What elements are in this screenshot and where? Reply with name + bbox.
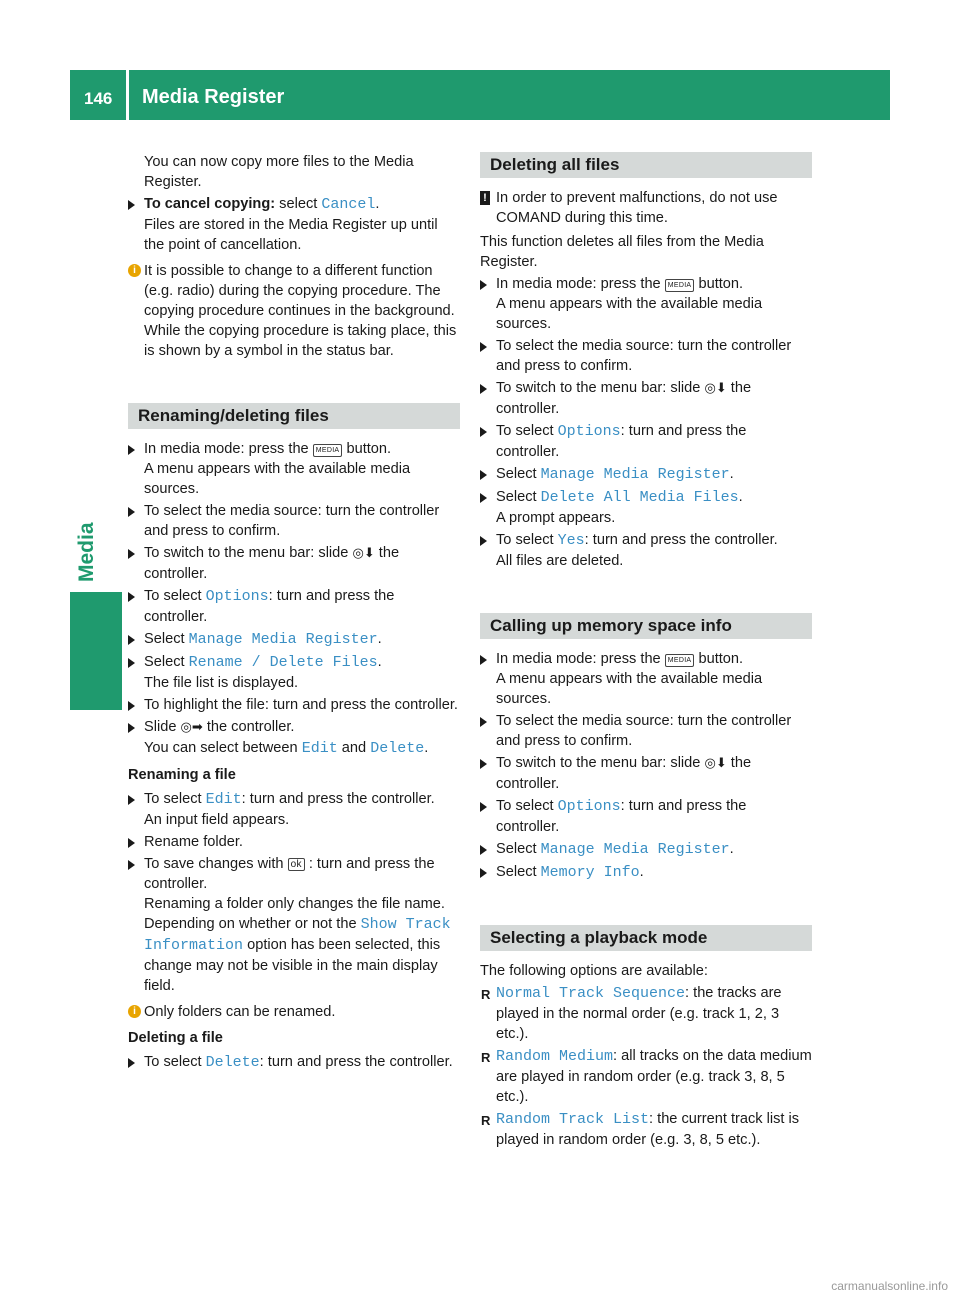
arrow-icon: [480, 655, 487, 665]
info-icon: i: [128, 1005, 141, 1018]
list-item: In media mode: press the MEDIA button. A menu appears with the available media sources.: [480, 649, 812, 709]
list-item: To select the media source: turn the controller and press to confirm.: [480, 711, 812, 751]
info-note: i Only folders can be renamed.: [128, 1002, 460, 1022]
arrow-icon: [480, 427, 487, 437]
list-item: R Random Track List: the current track list is played in random order (e.g. 3, 8, 5 etc.).: [481, 1111, 800, 1148]
list-item: Select Manage Media Register.: [480, 464, 812, 485]
arrow-icon: [480, 493, 487, 503]
media-button-icon: MEDIA: [665, 654, 695, 667]
subheading: Renaming a file: [128, 767, 236, 783]
list-item: R Normal Track Sequence: the tracks are played in the normal order (e.g. track 1, 2, 3 etc.).: [481, 985, 782, 1042]
list-item: To highlight the file: turn and press the controller.: [128, 695, 460, 715]
section-heading: Calling up memory space info: [480, 613, 812, 639]
list-item: Rename folder.: [128, 832, 460, 852]
bullet-icon: R: [481, 1050, 491, 1065]
arrow-icon: [128, 507, 135, 517]
info-icon: i: [128, 264, 141, 277]
arrow-icon: [128, 635, 135, 645]
chapter-tab-marker: [70, 592, 122, 710]
page-header: [70, 70, 890, 120]
arrow-icon: [480, 868, 487, 878]
arrow-icon: [480, 470, 487, 480]
list-item: To select Yes: turn and press the controller. All files are deleted.: [480, 530, 812, 571]
left-column: [128, 152, 460, 1075]
list-item: To switch to the menu bar: slide ◎⬇ the controller.: [480, 378, 812, 419]
info-note: i It is possible to change to a different function (e.g. radio) during the copying procedure. The copying procedure continues in the background. While the copying procedure is taking place, this is shown by a symbol in the status bar.: [128, 261, 460, 361]
list-item: To select Options: turn and press the controller.: [128, 586, 460, 627]
body-text: This function deletes all files from the Media Register.: [480, 234, 764, 270]
menu-option-cancel: Cancel: [321, 196, 376, 213]
page-number: 146: [84, 89, 113, 108]
warning-icon: !: [480, 191, 490, 205]
chapter-tab-label: Media: [75, 522, 98, 582]
arrow-icon: [128, 838, 135, 848]
right-column: [480, 152, 812, 1152]
warning-note: ! In order to prevent malfunctions, do not use COMAND during this time.: [480, 188, 812, 228]
list-item: To select Edit: turn and press the controller. An input field appears.: [128, 789, 460, 830]
list-item: To select Delete: turn and press the controller.: [128, 1052, 460, 1073]
arrow-icon: [128, 1058, 135, 1068]
list-item: Select Rename / Delete Files. The file list is displayed.: [128, 652, 460, 693]
list-item: To switch to the menu bar: slide ◎⬇ the controller.: [480, 753, 812, 794]
list-item: In media mode: press the MEDIA button. A menu appears with the available media sources.: [128, 439, 460, 499]
section-heading: Renaming/deleting files: [128, 403, 460, 429]
arrow-icon: [128, 860, 135, 870]
controller-slide-right-icon: ◎➡: [180, 720, 203, 735]
media-button-icon: MEDIA: [665, 279, 695, 292]
list-item: To cancel copying: select Cancel. Files are stored in the Media Register up until the point of cancellation.: [128, 194, 460, 255]
list-item: To select the media source: turn the controller and press to confirm.: [128, 501, 460, 541]
list-item: Slide ◎➡ the controller. You can select between Edit and Delete.: [128, 717, 460, 759]
section-heading: Deleting all files: [480, 152, 812, 178]
arrow-icon: [480, 342, 487, 352]
list-item: To select Options: turn and press the controller.: [480, 421, 812, 462]
list-item: To save changes with ok : turn and press the controller. Renaming a folder only changes the file name. Depending on whether or not the Show Track Information option has been selected, this change may not be visible in the main display field.: [128, 854, 460, 996]
header-divider: [126, 70, 129, 120]
list-item: Select Memory Info.: [480, 862, 812, 883]
bullet-icon: R: [481, 1113, 491, 1128]
arrow-icon: [128, 445, 135, 455]
arrow-icon: [480, 717, 487, 727]
intro-text: You can now copy more files to the Media Register.: [144, 154, 414, 190]
list-item: In media mode: press the MEDIA button. A menu appears with the available media sources.: [480, 274, 812, 334]
list-item: To select the media source: turn the controller and press to confirm.: [480, 336, 812, 376]
bullet-icon: R: [481, 987, 491, 1002]
controller-slide-down-icon: ◎⬇: [704, 756, 727, 771]
watermark: carmanualsonline.info: [831, 1279, 948, 1293]
list-item: To select Options: turn and press the controller.: [480, 796, 812, 837]
arrow-icon: [480, 802, 487, 812]
ok-button-icon: ok: [288, 858, 305, 871]
body-text: The following options are available:: [480, 963, 708, 979]
arrow-icon: [128, 200, 135, 210]
arrow-icon: [480, 384, 487, 394]
arrow-icon: [480, 759, 487, 769]
controller-slide-down-icon: ◎⬇: [352, 546, 375, 561]
list-item: Select Manage Media Register.: [480, 839, 812, 860]
list-item: Select Delete All Media Files. A prompt appears.: [480, 487, 812, 528]
arrow-icon: [480, 280, 487, 290]
arrow-icon: [128, 723, 135, 733]
subheading: Deleting a file: [128, 1030, 223, 1046]
arrow-icon: [128, 592, 135, 602]
media-button-icon: MEDIA: [313, 444, 343, 457]
arrow-icon: [128, 549, 135, 559]
list-item: To switch to the menu bar: slide ◎⬇ the controller.: [128, 543, 460, 584]
list-item: R Random Medium: all tracks on the data medium are played in random order (e.g. track 3, 8, 5 etc.).: [481, 1048, 812, 1105]
arrow-icon: [480, 845, 487, 855]
controller-slide-down-icon: ◎⬇: [704, 381, 727, 396]
arrow-icon: [128, 795, 135, 805]
arrow-icon: [128, 701, 135, 711]
list-item: Select Manage Media Register.: [128, 629, 460, 650]
section-heading: Selecting a playback mode: [480, 925, 812, 951]
arrow-icon: [480, 536, 487, 546]
chapter-sidebar: [70, 120, 122, 590]
page-title: Media Register: [142, 86, 285, 108]
arrow-icon: [128, 658, 135, 668]
